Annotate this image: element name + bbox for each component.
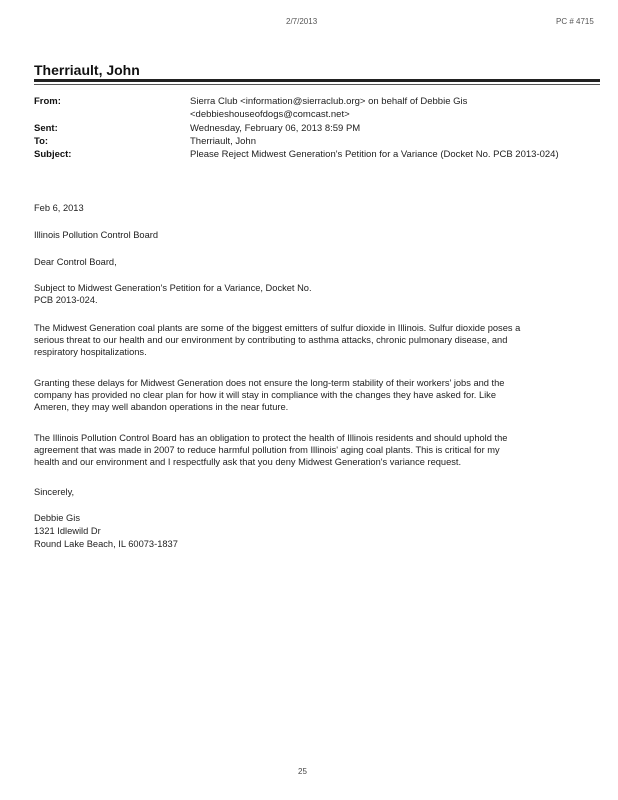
to-label: To: (34, 136, 49, 147)
from-value-line1: Sierra Club <information@sierraclub.org> on behalf of Debbie Gis (190, 96, 468, 107)
letter-subject-line2: PCB 2013-024. (34, 295, 98, 305)
sent-label: Sent: (34, 123, 58, 134)
header-rule-thin (34, 84, 600, 85)
subject-label: Subject: (34, 149, 72, 160)
paragraph-1-line2: serious threat to our health and our environment by contributing to asthma attacks, chronic pulmonary disease, and (34, 335, 508, 345)
page-number: 25 (298, 767, 307, 776)
sent-value: Wednesday, February 06, 2013 8:59 PM (190, 123, 361, 134)
page-header-pc-number: PC # 4715 (556, 17, 594, 26)
paragraph-3-line2: agreement that was made in 2007 to reduce harmful pollution from Illinois' aging coal plants. This is critical for my (34, 445, 500, 455)
header-rule-thick (34, 79, 600, 82)
letter-closing: Sincerely, (34, 487, 75, 497)
paragraph-1-line1: The Midwest Generation coal plants are some of the biggest emitters of sulfur dioxide in Illinois. Sulfur dioxide poses a (34, 323, 521, 333)
paragraph-3-line3: health and our environment and I respectfully ask that you deny Midwest Generation's variance request. (34, 457, 462, 467)
letter-subject-line1: Subject to Midwest Generation's Petition for a Variance, Docket No. (34, 283, 312, 293)
paragraph-2-line3: Ameren, they may well abandon operations in the near future. (34, 402, 289, 412)
letter-salutation: Dear Control Board, (34, 257, 117, 267)
paragraph-2-line1: Granting these delays for Midwest Generation does not ensure the long-term stability of their workers' jobs and the (34, 378, 505, 388)
paragraph-3-line1: The Illinois Pollution Control Board has an obligation to protect the health of Illinois residents and should uphold the (34, 433, 508, 443)
letter-date: Feb 6, 2013 (34, 203, 84, 213)
paragraph-1-line3: respiratory hospitalizations. (34, 347, 147, 357)
signature-address-line1: 1321 Idlewild Dr (34, 526, 101, 536)
signature-address-line2: Round Lake Beach, IL 60073-1837 (34, 539, 178, 549)
from-value-line2: <debbieshouseofdogs@comcast.net> (190, 109, 350, 120)
subject-value: Please Reject Midwest Generation's Petition for a Variance (Docket No. PCB 2013-024) (190, 149, 559, 160)
author-name: Therriault, John (34, 62, 140, 78)
from-label: From: (34, 96, 61, 107)
letter-recipient: Illinois Pollution Control Board (34, 230, 159, 240)
page-header-date: 2/7/2013 (286, 17, 318, 26)
signature-name: Debbie Gis (34, 513, 80, 523)
to-value: Therriault, John (190, 136, 257, 147)
paragraph-2-line2: company has provided no clear plan for how it will stay in compliance with the changes they have asked for. Like (34, 390, 496, 400)
